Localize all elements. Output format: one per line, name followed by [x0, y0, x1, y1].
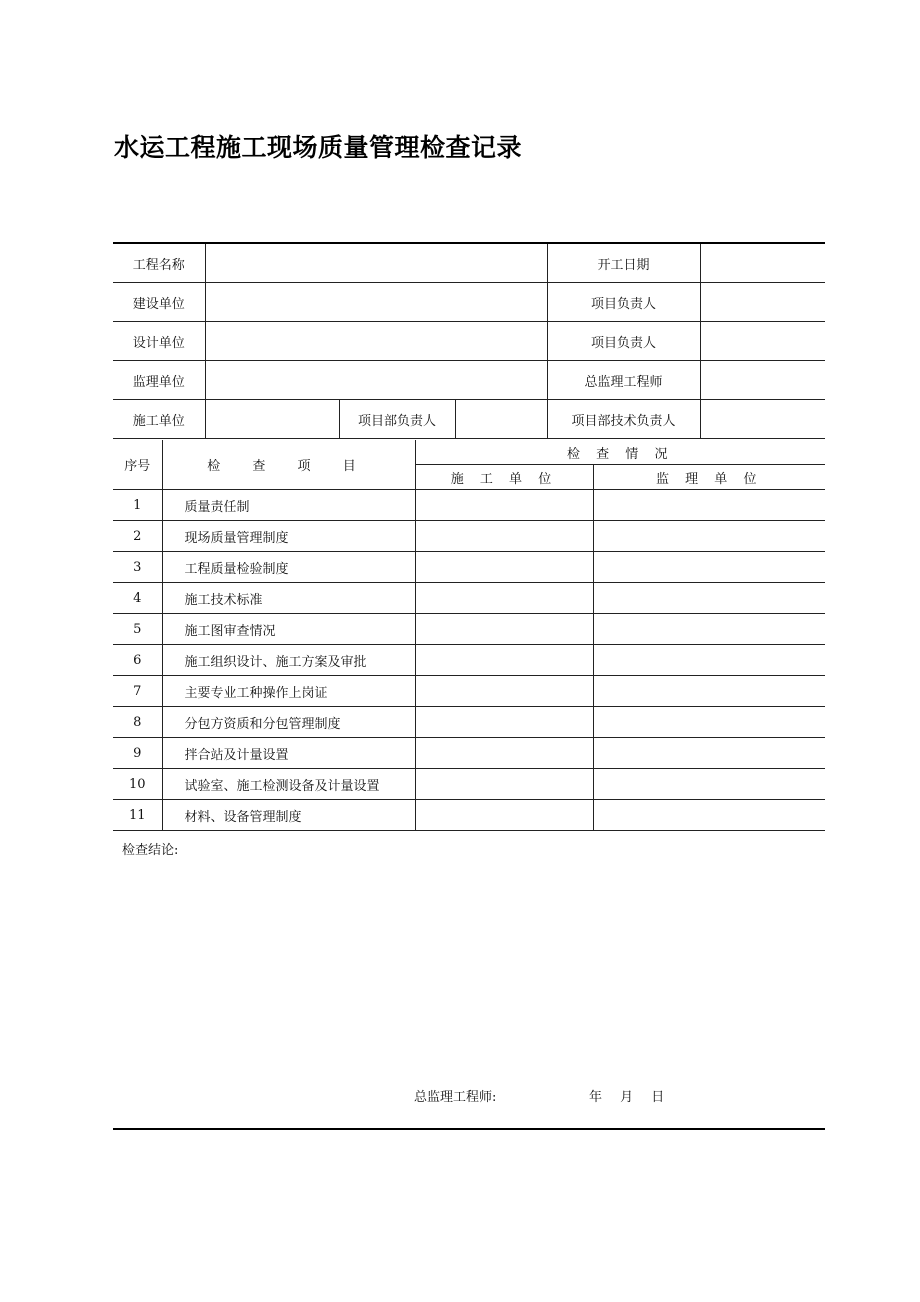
check-row-supervisor-result[interactable]	[593, 583, 825, 614]
supervision-unit-value[interactable]	[205, 361, 547, 400]
chief-supervisor-label: 总监理工程师	[547, 361, 700, 400]
supervisor-header: 监 理 单 位	[593, 465, 825, 490]
check-row-index: 6	[113, 645, 162, 676]
design-leader-value[interactable]	[700, 322, 825, 361]
project-dept-leader-label: 项目部负责人	[339, 400, 455, 439]
start-date-label: 开工日期	[547, 244, 700, 283]
project-dept-tech-leader-label: 项目部技术负责人	[547, 400, 700, 439]
item-header: 检 查 项 目	[162, 440, 415, 490]
contractor-label: 施工单位	[113, 400, 205, 439]
info-row-supervision	[113, 361, 825, 400]
quality-check-table	[113, 440, 825, 831]
check-row-supervisor-result[interactable]	[593, 490, 825, 521]
check-row-contractor-result[interactable]	[415, 645, 593, 676]
check-row-contractor-result[interactable]	[415, 583, 593, 614]
contractor-value[interactable]	[205, 400, 339, 439]
check-row-item: 试验室、施工检测设备及计量设置	[162, 769, 415, 800]
design-unit-label: 设计单位	[113, 322, 205, 361]
info-row-contractor	[113, 400, 825, 439]
check-row	[113, 645, 825, 676]
chief-supervisor-signature-label: 总监理工程师:	[414, 1090, 497, 1105]
chief-supervisor-value[interactable]	[700, 361, 825, 400]
check-row	[113, 583, 825, 614]
check-row-item: 施工图审查情况	[162, 614, 415, 645]
supervision-unit-label: 监理单位	[113, 361, 205, 400]
check-row	[113, 738, 825, 769]
conclusion-label: 检查结论:	[122, 843, 179, 858]
check-row-item: 材料、设备管理制度	[162, 800, 415, 831]
document-title: 水运工程施工现场质量管理检查记录	[114, 133, 523, 162]
check-row-item: 施工组织设计、施工方案及审批	[162, 645, 415, 676]
check-row	[113, 769, 825, 800]
check-row-supervisor-result[interactable]	[593, 614, 825, 645]
project-name-value[interactable]	[205, 244, 547, 283]
check-row-supervisor-result[interactable]	[593, 769, 825, 800]
status-header: 检 查 情 况	[415, 440, 825, 465]
check-row	[113, 521, 825, 552]
check-row-index: 3	[113, 552, 162, 583]
check-row-index: 8	[113, 707, 162, 738]
check-row-item: 拌合站及计量设置	[162, 738, 415, 769]
check-row-index: 11	[113, 800, 162, 831]
check-row-supervisor-result[interactable]	[593, 707, 825, 738]
info-row-construction	[113, 283, 825, 322]
check-row-contractor-result[interactable]	[415, 614, 593, 645]
info-row-project	[113, 244, 825, 283]
check-row	[113, 800, 825, 831]
check-row-supervisor-result[interactable]	[593, 676, 825, 707]
check-row-item: 工程质量检验制度	[162, 552, 415, 583]
start-date-value[interactable]	[700, 244, 825, 283]
check-row-contractor-result[interactable]	[415, 769, 593, 800]
contractor-header: 施 工 单 位	[415, 465, 593, 490]
check-header-row	[113, 440, 825, 465]
check-row	[113, 676, 825, 707]
check-row-index: 7	[113, 676, 162, 707]
check-row	[113, 707, 825, 738]
signature-date: 年 月 日	[589, 1090, 665, 1105]
project-info-grid	[113, 244, 825, 439]
construction-unit-label: 建设单位	[113, 283, 205, 322]
check-row-index: 2	[113, 521, 162, 552]
check-row-item: 质量责任制	[162, 490, 415, 521]
check-row-supervisor-result[interactable]	[593, 738, 825, 769]
check-row-index: 9	[113, 738, 162, 769]
construction-leader-label: 项目负责人	[547, 283, 700, 322]
check-row-index: 5	[113, 614, 162, 645]
check-row-index: 4	[113, 583, 162, 614]
check-row-contractor-result[interactable]	[415, 738, 593, 769]
check-row-item: 分包方资质和分包管理制度	[162, 707, 415, 738]
check-row-contractor-result[interactable]	[415, 676, 593, 707]
check-row-contractor-result[interactable]	[415, 521, 593, 552]
bottom-rule	[113, 1128, 825, 1130]
project-dept-leader-value[interactable]	[455, 400, 547, 439]
check-row-item: 现场质量管理制度	[162, 521, 415, 552]
check-row-index: 1	[113, 490, 162, 521]
index-header: 序号	[113, 440, 162, 490]
project-dept-tech-leader-value[interactable]	[700, 400, 825, 439]
check-row-contractor-result[interactable]	[415, 800, 593, 831]
check-row-item: 施工技术标准	[162, 583, 415, 614]
check-row-contractor-result[interactable]	[415, 552, 593, 583]
construction-leader-value[interactable]	[700, 283, 825, 322]
check-row	[113, 490, 825, 521]
check-row-supervisor-result[interactable]	[593, 521, 825, 552]
check-row-supervisor-result[interactable]	[593, 552, 825, 583]
check-row-contractor-result[interactable]	[415, 707, 593, 738]
check-row-index: 10	[113, 769, 162, 800]
check-row	[113, 614, 825, 645]
check-row-item: 主要专业工种操作上岗证	[162, 676, 415, 707]
check-row-supervisor-result[interactable]	[593, 800, 825, 831]
check-row-contractor-result[interactable]	[415, 490, 593, 521]
construction-unit-value[interactable]	[205, 283, 547, 322]
check-row	[113, 552, 825, 583]
project-name-label: 工程名称	[113, 244, 205, 283]
check-row-supervisor-result[interactable]	[593, 645, 825, 676]
design-leader-label: 项目负责人	[547, 322, 700, 361]
design-unit-value[interactable]	[205, 322, 547, 361]
info-row-design	[113, 322, 825, 361]
